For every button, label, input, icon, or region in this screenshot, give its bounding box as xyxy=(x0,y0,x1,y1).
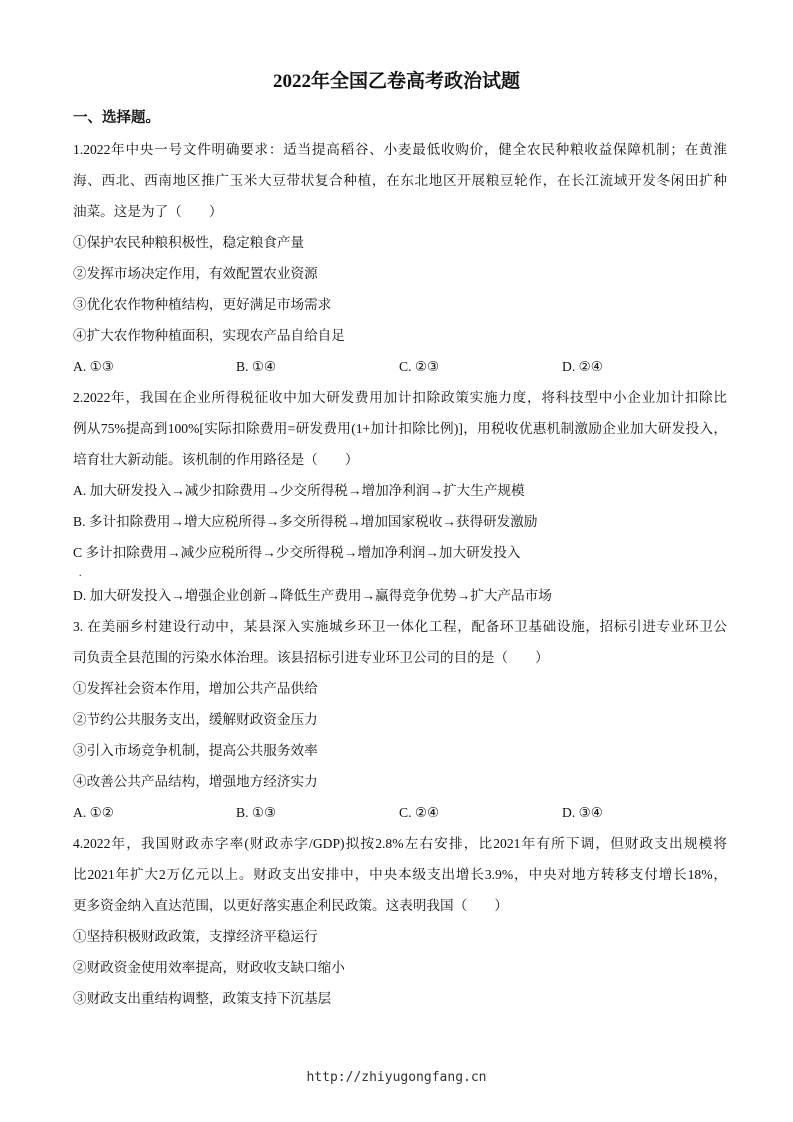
question-2 xyxy=(73,382,727,611)
stray-mark: . xyxy=(79,568,82,579)
question-stem-line: 例从75%提高到100%[实际扣除费用=研发费用(1+加计扣除比例)]，用税收优惠机制激励企业加大研发投入， xyxy=(73,421,727,436)
statement-item: ①发挥社会资本作用，增加公共产品供给 xyxy=(73,681,318,696)
answer-choice: C. ②④ xyxy=(399,805,440,820)
question-stem-line: 3. 在美丽乡村建设行动中，某县深入实施城乡环卫一体化工程，配备环卫基础设施，招标引进专业环卫公 xyxy=(73,619,727,634)
option-line: D. 加大研发投入→增强企业创新→降低生产费用→赢得竞争优势→扩大产品市场 xyxy=(73,588,552,603)
statement-item: ③财政支出重结构调整，政策支持下沉基层 xyxy=(73,991,332,1006)
answer-choices xyxy=(73,797,727,828)
answer-choice: C. ②③ xyxy=(399,359,440,374)
statement-item: ②发挥市场决定作用，有效配置农业资源 xyxy=(73,266,318,281)
question-stem-line: 培育壮大新动能。该机制的作用路径是（ ） xyxy=(73,452,359,467)
option-line: A. 加大研发投入→减少扣除费用→少交所得税→增加净利润→扩大生产规模 xyxy=(73,483,525,498)
statement-item: ①保护农民种粮积极性，稳定粮食产量 xyxy=(73,235,305,250)
statement-item: ④扩大农作物种植面积，实现农产品自给自足 xyxy=(73,328,345,343)
question-stem-line: 1.2022年中央一号文件明确要求：适当提高稻谷、小麦最低收购价，健全农民种粮收益保障机制；在黄淮 xyxy=(73,142,727,157)
question-stem-line: 更多资金纳入直达范围，以更好落实惠企利民政策。这表明我国（ ） xyxy=(73,898,508,913)
question-stem-line: 4.2022年，我国财政赤字率(财政赤字/GDP)拟按2.8%左右安排，比2021年有所下调，但财政支出规模将 xyxy=(73,836,727,851)
question-list xyxy=(73,134,727,1014)
answer-choice: B. ①③ xyxy=(236,805,277,820)
section-heading: 一、选择题。 xyxy=(73,110,160,126)
statement-item: ②节约公共服务支出，缓解财政资金压力 xyxy=(73,712,318,727)
footer-url: http://zhiyugongfang.cn xyxy=(306,1070,487,1085)
statement-item: ②财政资金使用效率提高，财政收支缺口缩小 xyxy=(73,960,345,975)
answer-choices xyxy=(73,351,727,382)
answer-choice: B. ①④ xyxy=(236,359,277,374)
question-3 xyxy=(73,611,727,828)
question-1 xyxy=(73,134,727,382)
answer-choice: D. ②④ xyxy=(562,359,603,374)
statement-item: ④改善公共产品结构，增强地方经济实力 xyxy=(73,774,318,789)
answer-choice: A. ①③ xyxy=(73,359,114,374)
question-stem-line: 海、西北、西南地区推广玉米大豆带状复合种植，在东北地区开展粮豆轮作，在长江流域开发冬闲田扩种 xyxy=(73,173,727,188)
statement-item: ③引入市场竞争机制，提高公共服务效率 xyxy=(73,743,318,758)
page-title: 2022年全国乙卷高考政治试题 xyxy=(272,71,520,92)
question-stem-line: 司负责全县范围的污染水体治理。该县招标引进专业环卫公司的目的是（ ） xyxy=(73,650,549,665)
option-line: C 多计扣除费用→减少应税所得→少交所得税→增加净利润→加大研发投入 xyxy=(73,545,521,560)
statement-item: ③优化农作物种植结构，更好满足市场需求 xyxy=(73,297,332,312)
option-line: B. 多计扣除费用→增大应税所得→多交所得税→增加国家税收→获得研发激励 xyxy=(73,514,538,529)
question-stem-line: 油菜。这是为了（ ） xyxy=(73,204,223,219)
question-stem-line: 2.2022年，我国在企业所得税征收中加大研发费用加计扣除政策实施力度，将科技型中小企业加计扣除比 xyxy=(73,390,727,405)
question-stem-line: 比2021年扩大2万亿元以上。财政支出安排中，中央本级支出增长3.9%，中央对地方转移支付增长18%， xyxy=(73,867,727,882)
statement-item: ①坚持积极财政政策，支撑经济平稳运行 xyxy=(73,929,318,944)
answer-choice: A. ①② xyxy=(73,805,114,820)
question-4 xyxy=(73,828,727,1014)
answer-choice: D. ③④ xyxy=(562,805,603,820)
